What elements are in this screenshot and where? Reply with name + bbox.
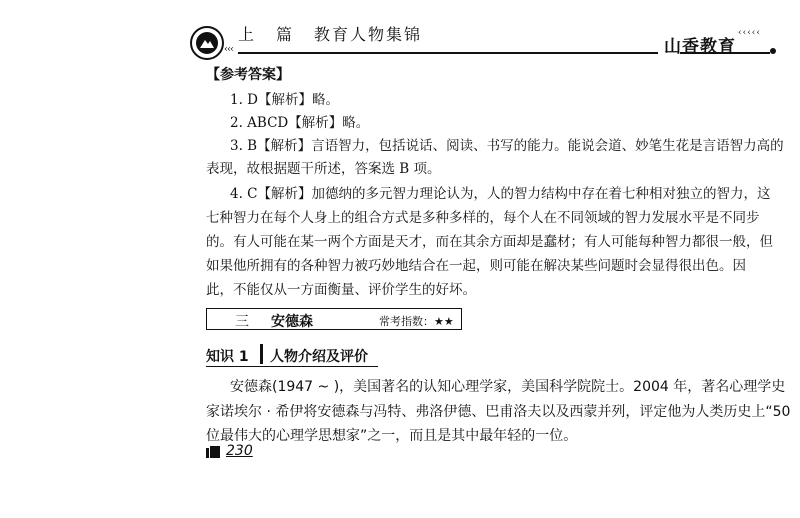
- header-rule-right: [680, 52, 770, 54]
- answer-line: 4. C【解析】加德纳的多元智力理论认为，人的智力结构中存在着七种相对独立的智力，这: [230, 186, 771, 202]
- knowledge-line: 家诺埃尔 · 希伊将安德森与冯特、弗洛伊德、巴甫洛夫以及西蒙并列，评定他为人类历史上“50: [206, 404, 791, 420]
- header-rule: [238, 52, 658, 54]
- header-part: 篇: [276, 25, 295, 44]
- answers-heading: 【参考答案】: [206, 67, 290, 83]
- header-chevrons: ‹‹‹: [224, 44, 233, 55]
- answer-line: 的。有人可能在某一两个方面是天才，而在其余方面却是蠢材；有人可能每种智力都很一般，但: [206, 234, 773, 250]
- page-number: 230: [226, 443, 253, 459]
- section-rating: 常考指数：★★: [379, 315, 454, 328]
- header-section: 上: [238, 25, 257, 44]
- knowledge-title: 人物介绍及评价: [270, 349, 368, 365]
- knowledge-label: 知识 1: [206, 349, 249, 365]
- knowledge-underline: [206, 366, 378, 367]
- answer-line: 1. D【解析】略。: [230, 92, 339, 108]
- book-icon: [206, 446, 220, 458]
- section-number: 三: [235, 314, 249, 330]
- answer-line: 七种智力在每个人身上的组合方式是多种多样的，每个人在不同领域的智力发展水平是不同步: [206, 210, 760, 226]
- publisher-logo-icon: [190, 26, 224, 60]
- answer-line: 3. B【解析】言语智力，包括说话、阅读、书写的能力。能说会道、妙笔生花是言语智力高的: [230, 138, 784, 154]
- answer-line: 2. ABCD【解析】略。: [230, 115, 370, 131]
- brand-decoration: ‹‹‹‹‹: [738, 28, 761, 38]
- header-dot: [770, 48, 776, 54]
- section-name: 安德森: [271, 314, 313, 330]
- answer-line: 此，不能仅从一方面衡量、评价学生的好坏。: [206, 282, 476, 298]
- answer-line: 表现，故根据题干所述，答案选 B 项。: [206, 161, 441, 177]
- header-title: 教育人物集锦: [314, 25, 423, 44]
- answer-line: 如果他所拥有的各种智力被巧妙地结合在一起，则可能在解决某些问题时会显得很出色。因: [206, 258, 746, 274]
- running-header: [238, 22, 422, 45]
- knowledge-line: 安德森(1947 ~ )，美国著名的认知心理学家，美国科学院院士。2004 年，著名心理学史: [230, 379, 786, 395]
- knowledge-divider: [260, 344, 263, 364]
- knowledge-line: 位最伟大的心理学思想家”之一，而且是其中最年轻的一位。: [206, 428, 578, 444]
- brand-name: 山香教育: [664, 37, 736, 57]
- section-header-box: [206, 308, 462, 330]
